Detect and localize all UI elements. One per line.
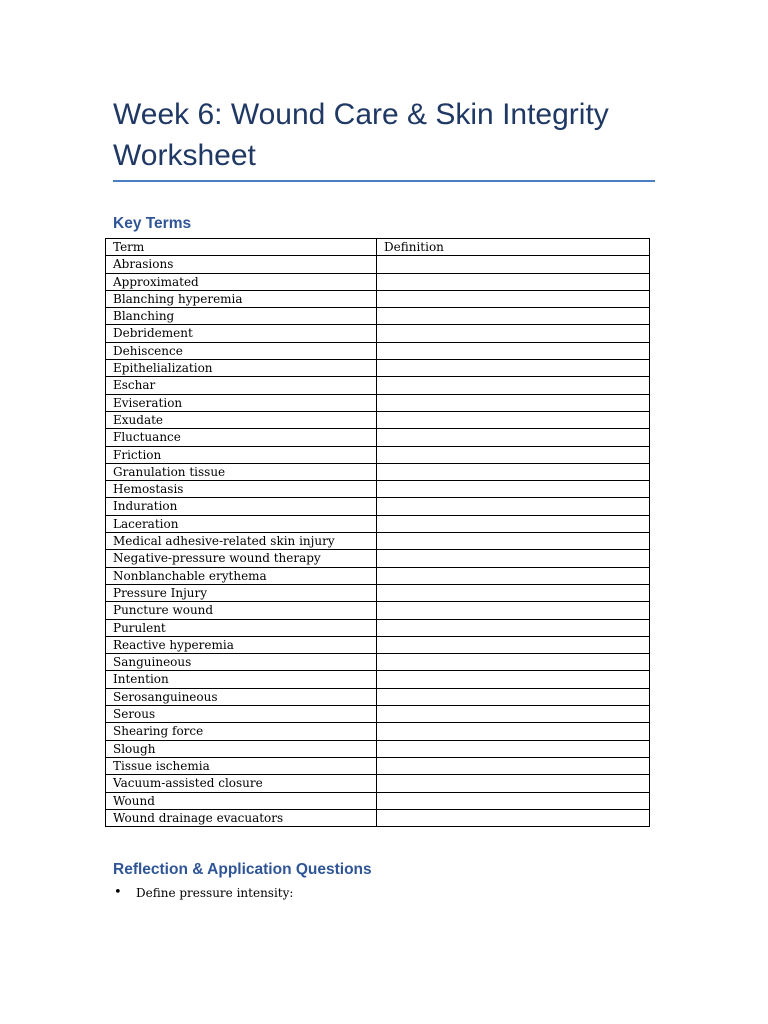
definition-cell[interactable] — [377, 619, 650, 636]
definition-cell[interactable] — [377, 792, 650, 809]
definition-cell[interactable] — [377, 498, 650, 515]
table-row — [106, 342, 650, 359]
definition-cell[interactable] — [377, 446, 650, 463]
term-cell: Tissue ischemia — [106, 757, 377, 774]
term-cell: Dehiscence — [106, 342, 377, 359]
table-row — [106, 723, 650, 740]
table-row — [106, 688, 650, 705]
definition-cell[interactable] — [377, 671, 650, 688]
term-cell: Induration — [106, 498, 377, 515]
definition-cell[interactable] — [377, 550, 650, 567]
title-underline — [113, 180, 655, 182]
term-cell: Sanguineous — [106, 654, 377, 671]
definition-cell[interactable] — [377, 602, 650, 619]
definition-cell[interactable] — [377, 740, 650, 757]
table-row — [106, 377, 650, 394]
definition-cell[interactable] — [377, 481, 650, 498]
table-row — [106, 567, 650, 584]
table-row — [106, 273, 650, 290]
definition-cell[interactable] — [377, 706, 650, 723]
term-cell: Vacuum-assisted closure — [106, 775, 377, 792]
term-cell: Nonblanchable erythema — [106, 567, 377, 584]
table-row — [106, 792, 650, 809]
table-row — [106, 429, 650, 446]
term-cell: Approximated — [106, 273, 377, 290]
term-cell: Blanching hyperemia — [106, 290, 377, 307]
table-row — [106, 775, 650, 792]
term-cell: Reactive hyperemia — [106, 636, 377, 653]
definition-cell[interactable] — [377, 256, 650, 273]
term-cell: Eviseration — [106, 394, 377, 411]
term-cell: Purulent — [106, 619, 377, 636]
definition-cell[interactable] — [377, 584, 650, 601]
table-row — [106, 325, 650, 342]
table-row — [106, 463, 650, 480]
table-row — [106, 411, 650, 428]
term-cell: Pressure Injury — [106, 584, 377, 601]
definition-cell[interactable] — [377, 308, 650, 325]
table-row — [106, 757, 650, 774]
table-header-row — [106, 239, 650, 256]
definition-cell[interactable] — [377, 515, 650, 532]
key-terms-table — [105, 238, 650, 827]
term-cell: Hemostasis — [106, 481, 377, 498]
table-row — [106, 394, 650, 411]
bullet-icon: • — [114, 885, 122, 900]
term-cell: Debridement — [106, 325, 377, 342]
column-header-term: Term — [106, 239, 377, 256]
term-cell: Epithelialization — [106, 360, 377, 377]
question-item — [113, 884, 293, 902]
definition-cell[interactable] — [377, 567, 650, 584]
table-row — [106, 584, 650, 601]
term-cell: Granulation tissue — [106, 463, 377, 480]
table-row — [106, 533, 650, 550]
term-cell: Medical adhesive-related skin injury — [106, 533, 377, 550]
term-cell: Friction — [106, 446, 377, 463]
definition-cell[interactable] — [377, 342, 650, 359]
table-row — [106, 809, 650, 826]
definition-cell[interactable] — [377, 533, 650, 550]
definition-cell[interactable] — [377, 636, 650, 653]
table-row — [106, 360, 650, 377]
definition-cell[interactable] — [377, 377, 650, 394]
table-row — [106, 256, 650, 273]
table-row — [106, 636, 650, 653]
term-cell: Eschar — [106, 377, 377, 394]
table-row — [106, 671, 650, 688]
definition-cell[interactable] — [377, 688, 650, 705]
table-row — [106, 654, 650, 671]
table-row — [106, 619, 650, 636]
table-row — [106, 446, 650, 463]
term-cell: Negative-pressure wound therapy — [106, 550, 377, 567]
term-cell: Exudate — [106, 411, 377, 428]
term-cell: Serous — [106, 706, 377, 723]
term-cell: Laceration — [106, 515, 377, 532]
definition-cell[interactable] — [377, 360, 650, 377]
table-row — [106, 308, 650, 325]
term-cell: Puncture wound — [106, 602, 377, 619]
table-row — [106, 290, 650, 307]
definition-cell[interactable] — [377, 723, 650, 740]
term-cell: Shearing force — [106, 723, 377, 740]
definition-cell[interactable] — [377, 290, 650, 307]
table-row — [106, 481, 650, 498]
definition-cell[interactable] — [377, 394, 650, 411]
question-text: Define pressure intensity: — [136, 886, 294, 900]
term-cell: Fluctuance — [106, 429, 377, 446]
definition-cell[interactable] — [377, 775, 650, 792]
definition-cell[interactable] — [377, 463, 650, 480]
table-row — [106, 602, 650, 619]
term-cell: Wound drainage evacuators — [106, 809, 377, 826]
key-terms-table-body — [106, 239, 650, 827]
definition-cell[interactable] — [377, 273, 650, 290]
definition-cell[interactable] — [377, 411, 650, 428]
question-list — [113, 884, 293, 902]
table-row — [106, 498, 650, 515]
term-cell: Wound — [106, 792, 377, 809]
reflection-heading: Reflection & Application Questions — [113, 861, 372, 878]
column-header-definition: Definition — [377, 239, 650, 256]
term-cell: Serosanguineous — [106, 688, 377, 705]
term-cell: Slough — [106, 740, 377, 757]
definition-cell[interactable] — [377, 809, 650, 826]
page-title: Week 6: Wound Care & Skin Integrity Worksheet — [113, 98, 609, 172]
term-cell: Blanching — [106, 308, 377, 325]
table-row — [106, 550, 650, 567]
key-terms-heading: Key Terms — [113, 215, 192, 232]
table-row — [106, 706, 650, 723]
term-cell: Abrasions — [106, 256, 377, 273]
table-row — [106, 515, 650, 532]
definition-cell[interactable] — [377, 757, 650, 774]
term-cell: Intention — [106, 671, 377, 688]
table-row — [106, 740, 650, 757]
definition-cell[interactable] — [377, 654, 650, 671]
definition-cell[interactable] — [377, 325, 650, 342]
definition-cell[interactable] — [377, 429, 650, 446]
